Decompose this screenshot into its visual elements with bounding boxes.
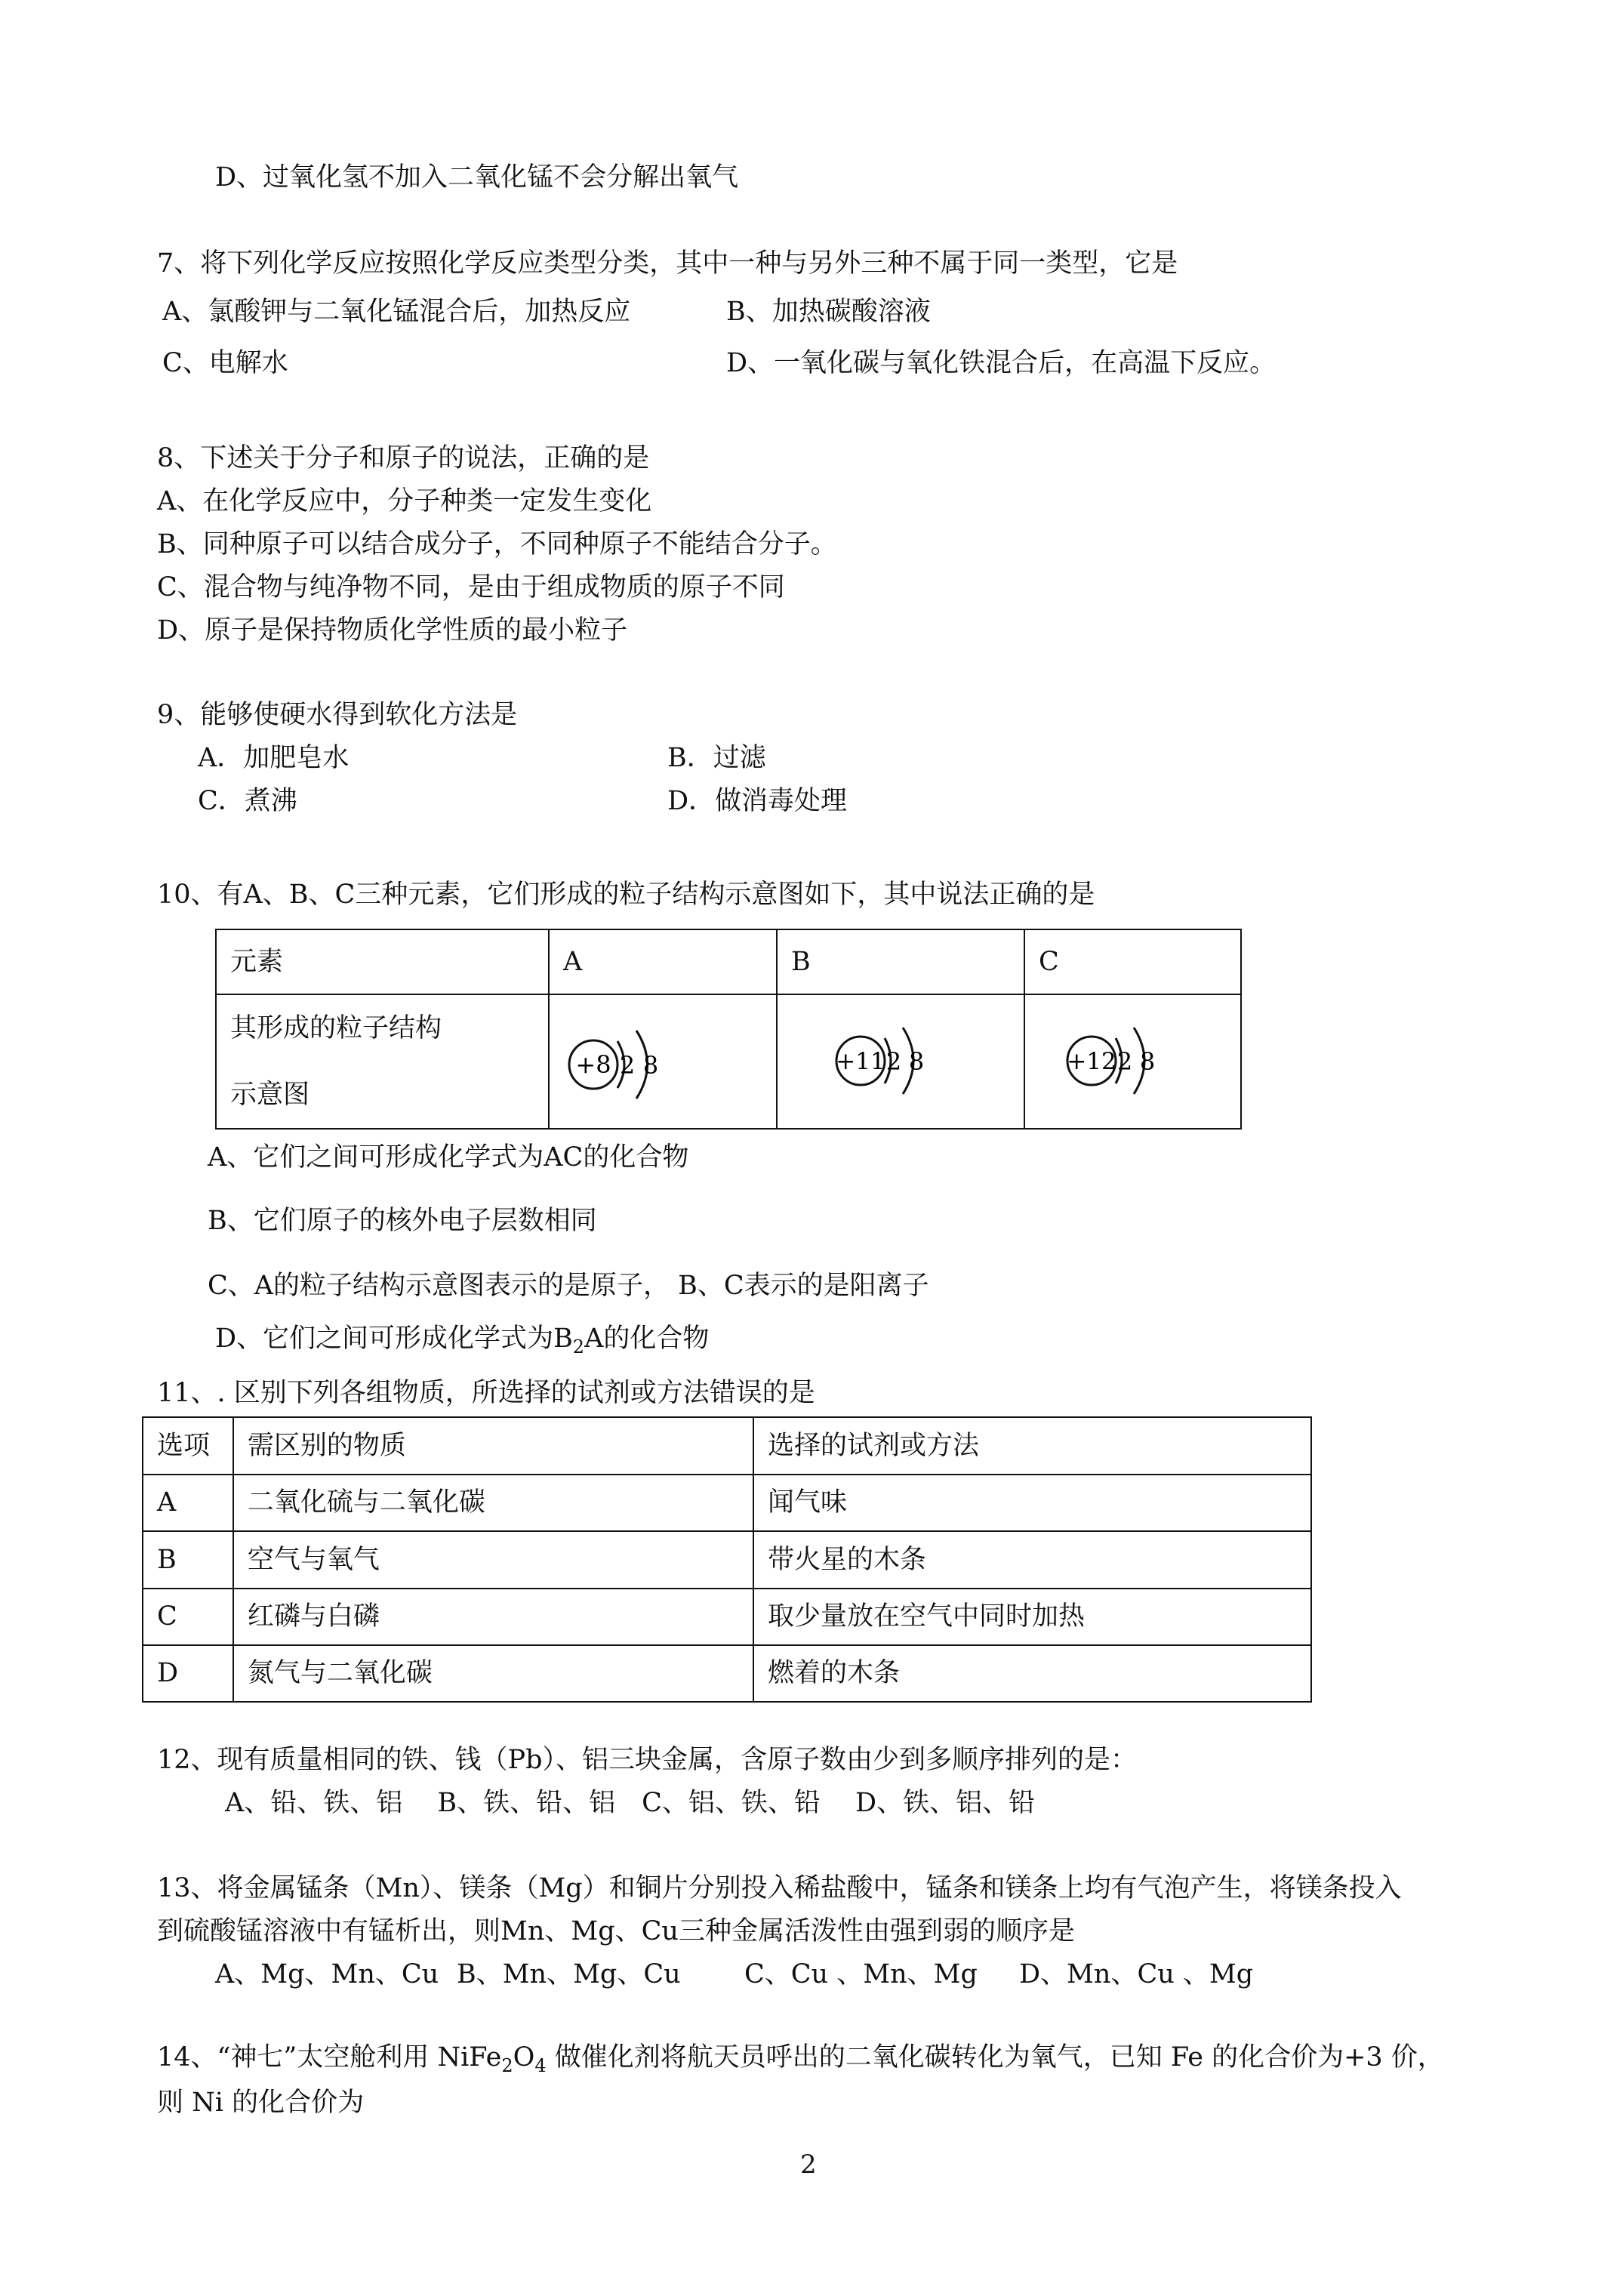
q12-options: A、铅、铁、铝 B、铁、铅、铝 C、铝、铁、铅 D、铁、铝、铅 [225, 1788, 1036, 1818]
atom-diagram-a [550, 999, 776, 1124]
q11-cell-method: 闻气味 [753, 1475, 1311, 1531]
shell-2-electrons: 8 [642, 1051, 659, 1080]
q9-option-c: C．煮沸 [198, 786, 297, 816]
q7-option-a: A、氯酸钾与二氧化锰混合后，加热反应 [162, 297, 631, 327]
q8-option-b: B、同种原子可以结合成分子，不同种原子不能结合分子。 [157, 529, 837, 559]
q13-option-b: B、Mn、Mg、Cu [457, 1959, 681, 1989]
q8-option-d: D、原子是保持物质化学性质的最小粒子 [157, 615, 628, 646]
q10-row-label-line1: 其形成的粒子结构 [230, 1013, 442, 1043]
q7-option-c: C、电解水 [162, 348, 288, 378]
q13-option-a: A、Mg、Mn、Cu [215, 1959, 439, 1989]
q12-stem: 12、现有质量相同的铁、钱（Pb）、铝三块金属，含原子数由少到多顺序排列的是： [157, 1745, 1137, 1775]
q10-option-c: C、A的粒子结构示意图表示的是原子， B、C表示的是阳离子 [208, 1271, 929, 1301]
q13-stem-line1: 13、将金属锰条（Mn）、镁条（Mg）和铜片分别投入稀盐酸中，锰条和镁条上均有气泡产生，将镁条投入 [157, 1873, 1402, 1903]
q10-row-label-line2: 示意图 [230, 1080, 310, 1110]
q11-cell-method: 带火星的木条 [753, 1531, 1311, 1589]
q14-stem-text: 14、“神七”太空舱利用 NiFe [157, 2042, 502, 2073]
q11-cell-substances: 红磷与白磷 [233, 1589, 753, 1645]
q9-option-d: D．做消毒处理 [667, 786, 848, 816]
table-row [143, 1589, 1311, 1645]
q8-option-a: A、在化学反应中，分子种类一定发生变化 [157, 486, 652, 516]
atom-diagram-b [778, 999, 1024, 1124]
q13-option-c: C、Cu 、Mn、Mg [744, 1959, 978, 1989]
shell-1-electrons: 2 [1116, 1047, 1133, 1076]
q13-stem-line2: 到硫酸锰溶液中有锰析出，则Mn、Mg、Cu三种金属活泼性由强到弱的顺序是 [157, 1916, 1075, 1946]
q11-header-method: 选择的试剂或方法 [753, 1417, 1311, 1475]
q7-option-d: D、一氧化碳与氧化铁混合后，在高温下反应。 [726, 348, 1277, 378]
table-row [143, 1645, 1311, 1702]
q11-header-substances: 需区别的物质 [233, 1417, 753, 1475]
q14-stem [157, 2042, 1444, 2076]
page-number: 2 [800, 2150, 817, 2180]
nucleus-charge: +11 [836, 1048, 885, 1075]
q10-option-d-subscript: 2 [572, 1336, 585, 1358]
q14-stem-line2: 则 Ni 的化合价为 [157, 2088, 365, 2118]
q10-option-d [215, 1326, 709, 1356]
q11-cell-method: 燃着的木条 [753, 1645, 1311, 1702]
q10-option-b: B、它们原子的核外电子层数相同 [208, 1206, 597, 1236]
q11-header-option: 选项 [143, 1417, 233, 1475]
q8-option-c: C、混合物与纯净物不同，是由于组成物质的原子不同 [157, 572, 785, 603]
shell-1-electrons: 2 [619, 1051, 636, 1080]
q11-stem: 11、. 区别下列各组物质，所选择的试剂或方法错误的是 [157, 1378, 815, 1408]
table-row [216, 994, 1241, 1129]
q11-cell-option: B [143, 1531, 233, 1589]
q11-cell-option: C [143, 1589, 233, 1645]
q11-cell-substances: 二氧化硫与二氧化碳 [233, 1475, 753, 1531]
q8-stem: 8、下述关于分子和原子的说法，正确的是 [157, 443, 650, 473]
q14-formula-o: O [513, 2042, 535, 2073]
q11-cell-option: A [143, 1475, 233, 1531]
q9-option-a: A．加肥皂水 [198, 743, 350, 773]
q10-stem: 10、有A、B、C三种元素，它们形成的粒子结构示意图如下，其中说法正确的是 [157, 880, 1095, 910]
q13-option-d: D、Mn、Cu 、Mg [1019, 1959, 1254, 1989]
q11-cell-method: 取少量放在空气中同时加热 [753, 1589, 1311, 1645]
q11-cell-option: D [143, 1645, 233, 1702]
shell-2-electrons: 8 [908, 1047, 925, 1076]
q10-structure-table [215, 929, 1242, 1130]
shell-1-electrons: 2 [885, 1047, 902, 1076]
q11-table [142, 1416, 1312, 1703]
shell-2-electrons: 8 [1139, 1047, 1156, 1076]
q10-header-element: 元素 [216, 929, 549, 994]
q9-stem: 9、能够使硬水得到软化方法是 [157, 700, 518, 730]
q10-option-a: A、它们之间可形成化学式为AC的化合物 [208, 1142, 689, 1173]
q9-option-b: B．过滤 [667, 743, 766, 773]
q7-stem: 7、将下列化学反应按照化学反应类型分类，其中一种与另外三种不属于同一类型，它是 [157, 248, 1178, 279]
table-row [143, 1531, 1311, 1589]
q10-header-c: C [1024, 929, 1241, 994]
q14-subscript-2: 4 [534, 2055, 547, 2076]
nucleus-charge: +8 [575, 1050, 611, 1079]
nucleus-charge: +12 [1067, 1048, 1116, 1075]
q10-option-d-text-end: A的化合物 [584, 1324, 710, 1354]
atom-diagram-c [1025, 999, 1240, 1124]
q11-cell-substances: 氮气与二氧化碳 [233, 1645, 753, 1702]
q10-option-d-text: D、它们之间可形成化学式为B [215, 1324, 573, 1354]
q7-option-b: B、加热碳酸溶液 [726, 297, 931, 327]
q6-option-d: D、过氧化氢不加入二氧化锰不会分解出氧气 [215, 162, 739, 193]
q10-header-b: B [777, 929, 1024, 994]
table-row [143, 1475, 1311, 1531]
table-row [216, 929, 1241, 994]
q11-cell-substances: 空气与氧气 [233, 1531, 753, 1589]
table-row [143, 1417, 1311, 1475]
q10-header-a: A [549, 929, 777, 994]
q14-stem-text-end: 做催化剂将航天员呼出的二氧化碳转化为氧气，已知 Fe 的化合价为+3 价， [546, 2042, 1444, 2073]
q14-subscript-1: 2 [501, 2055, 513, 2076]
